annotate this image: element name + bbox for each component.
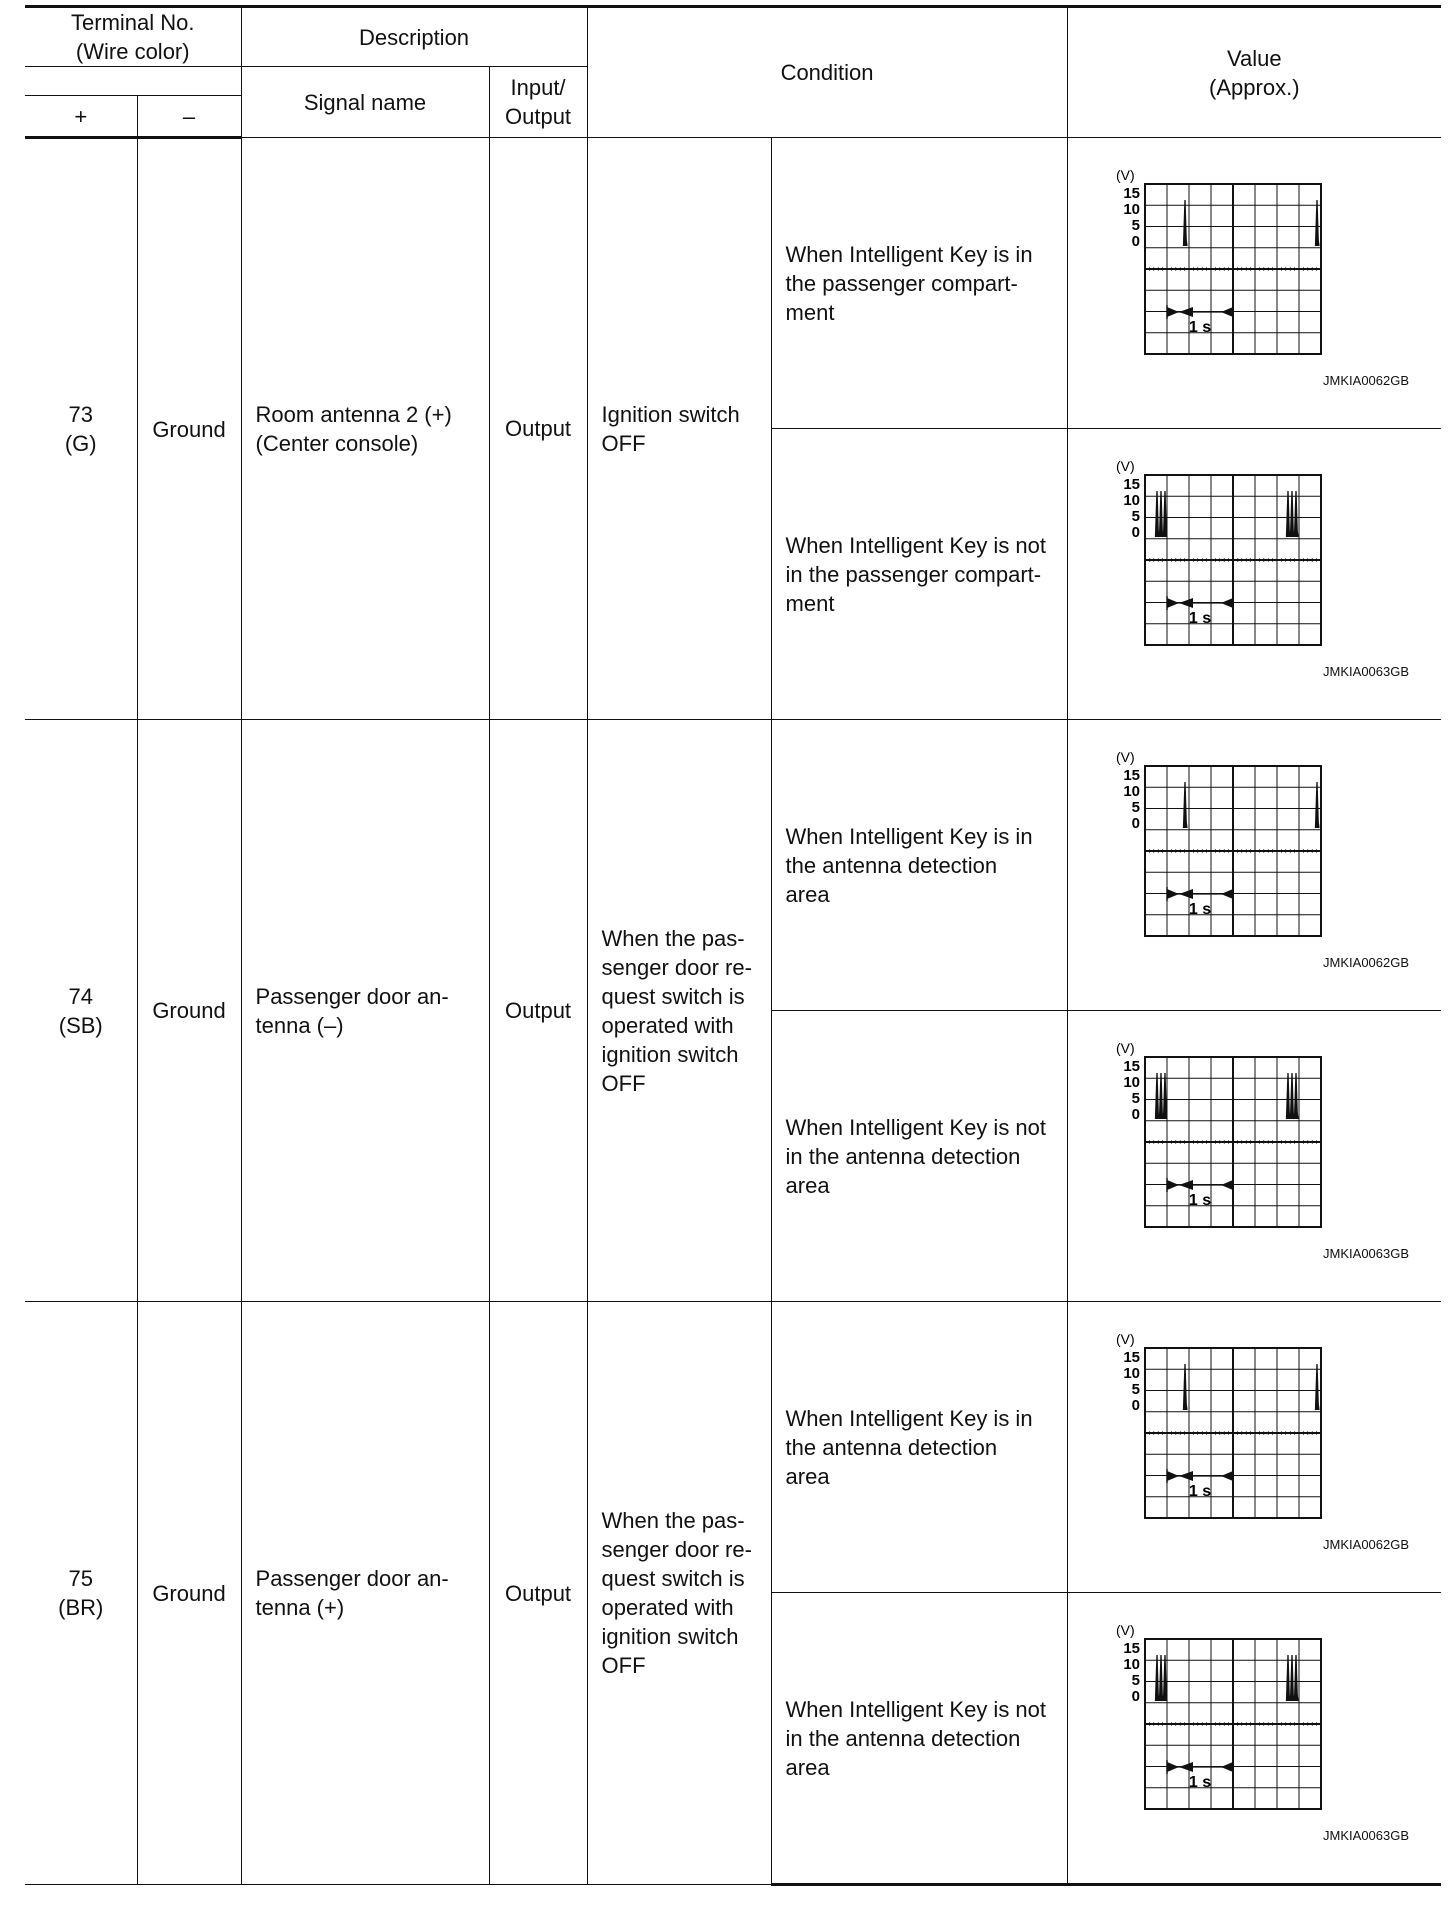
y-tick-label: 15 [1122, 185, 1140, 202]
signal-pulse [1159, 491, 1163, 537]
waveform-graph [1110, 1041, 1350, 1231]
y-tick-label: 15 [1122, 1058, 1140, 1075]
waveform-graph [1110, 168, 1350, 358]
signal-pulse [1183, 200, 1187, 246]
condition-cell: Ignition switch OFF [587, 138, 771, 720]
plus-header: + [25, 96, 137, 138]
input-output-cell: Output [489, 1302, 587, 1885]
y-axis-unit: (V) [1115, 1041, 1135, 1056]
signal-pulse [1183, 782, 1187, 828]
signal-pulse [1290, 1073, 1294, 1119]
y-tick-label: 15 [1122, 767, 1140, 784]
waveform-graph [1110, 1623, 1350, 1813]
sub-condition-cell: When Intelligent Key is not in the antenna detection area [771, 1011, 1067, 1302]
figure-code: JMKIA0062GB [1323, 1537, 1410, 1552]
wire-color-spacer [25, 67, 241, 96]
input-output-cell: Output [489, 138, 587, 720]
terminal-spec-table [25, 5, 1441, 1886]
signal-pulse [1294, 1655, 1298, 1701]
signal-pulse [1163, 1655, 1167, 1701]
signal-pulse [1163, 1073, 1167, 1119]
signal-pulse [1183, 1364, 1187, 1410]
figure-code: JMKIA0062GB [1323, 373, 1410, 388]
signal-pulse [1315, 782, 1319, 828]
figure-code: JMKIA0063GB [1323, 1828, 1410, 1843]
y-tick-label: 0 [1131, 815, 1140, 832]
y-axis-unit: (V) [1115, 1332, 1135, 1347]
waveform-value-cell [1067, 1011, 1441, 1302]
signal-pulse [1155, 491, 1159, 537]
signal-pulse [1294, 491, 1298, 537]
signal-name-cell: Passenger door an- tenna (–) [241, 720, 489, 1302]
time-span-label: 1 s [1188, 901, 1211, 918]
y-axis-unit: (V) [1115, 1623, 1135, 1638]
table-body [25, 138, 1441, 1885]
y-tick-label: 15 [1122, 1349, 1140, 1366]
description-header: Description [241, 7, 587, 67]
signal-pulse [1286, 1073, 1290, 1119]
signal-pulse [1290, 491, 1294, 537]
figure-code: JMKIA0062GB [1323, 955, 1410, 970]
signal-pulse [1286, 491, 1290, 537]
y-axis-unit: (V) [1115, 168, 1135, 183]
signal-pulse [1155, 1073, 1159, 1119]
y-tick-label: 10 [1122, 201, 1140, 218]
signal-name-cell: Room antenna 2 (+) (Center console) [241, 138, 489, 720]
terminal-number-cell: 75 (BR) [25, 1302, 137, 1885]
condition-cell: When the pas- senger door re- quest switch is operated with ignition switch OFF [587, 720, 771, 1302]
time-span-label: 1 s [1188, 1483, 1211, 1500]
y-axis-unit: (V) [1115, 750, 1135, 765]
y-tick-label: 10 [1122, 1074, 1140, 1091]
waveform-value-cell [1067, 138, 1441, 429]
minus-header: – [137, 96, 241, 138]
y-tick-label: 0 [1131, 233, 1140, 250]
minus-terminal-cell: Ground [137, 1302, 241, 1885]
y-tick-label: 5 [1131, 508, 1140, 525]
y-tick-label: 10 [1122, 1365, 1140, 1382]
waveform-value-cell [1067, 1593, 1441, 1885]
signal-pulse [1159, 1655, 1163, 1701]
waveform-graph [1110, 750, 1350, 940]
time-span-label: 1 s [1188, 319, 1211, 336]
figure-code: JMKIA0063GB [1323, 664, 1410, 679]
figure-code: JMKIA0063GB [1323, 1246, 1410, 1261]
sub-condition-cell: When Intelligent Key is in the antenna detection area [771, 720, 1067, 1011]
time-span-label: 1 s [1188, 610, 1211, 627]
y-tick-label: 5 [1131, 1672, 1140, 1689]
signal-pulse [1155, 1655, 1159, 1701]
waveform-value-cell [1067, 720, 1441, 1011]
table-row [25, 720, 1441, 1011]
signal-pulse [1163, 491, 1167, 537]
input-output-header: Input/ Output [489, 67, 587, 138]
y-tick-label: 0 [1131, 524, 1140, 541]
waveform-graph [1110, 1332, 1350, 1522]
input-output-cell: Output [489, 720, 587, 1302]
y-tick-label: 15 [1122, 476, 1140, 493]
waveform-graph [1110, 459, 1350, 649]
signal-pulse [1286, 1655, 1290, 1701]
y-tick-label: 0 [1131, 1688, 1140, 1705]
sub-condition-cell: When Intelligent Key is not in the antenna detection area [771, 1593, 1067, 1885]
minus-terminal-cell: Ground [137, 720, 241, 1302]
minus-terminal-cell: Ground [137, 138, 241, 720]
y-tick-label: 0 [1131, 1106, 1140, 1123]
signal-pulse [1159, 1073, 1163, 1119]
y-axis-unit: (V) [1115, 459, 1135, 474]
y-tick-label: 5 [1131, 1090, 1140, 1107]
terminal-number-cell: 74 (SB) [25, 720, 137, 1302]
signal-pulse [1315, 200, 1319, 246]
sub-condition-cell: When Intelligent Key is in the passenger compart- ment [771, 138, 1067, 429]
condition-header: Condition [587, 7, 1067, 138]
sub-condition-cell: When Intelligent Key is not in the passenger compart- ment [771, 429, 1067, 720]
terminal-number-cell: 73 (G) [25, 138, 137, 720]
time-span-label: 1 s [1188, 1192, 1211, 1209]
terminal-no-header: Terminal No. (Wire color) [25, 7, 241, 67]
table-row [25, 1302, 1441, 1593]
table-row [25, 138, 1441, 429]
value-header: Value (Approx.) [1067, 7, 1441, 138]
y-tick-label: 15 [1122, 1640, 1140, 1657]
y-tick-label: 10 [1122, 492, 1140, 509]
condition-cell: When the pas- senger door re- quest switch is operated with ignition switch OFF [587, 1302, 771, 1885]
signal-name-header: Signal name [241, 67, 489, 138]
waveform-value-cell [1067, 429, 1441, 720]
signal-pulse [1315, 1364, 1319, 1410]
y-tick-label: 0 [1131, 1397, 1140, 1414]
sub-condition-cell: When Intelligent Key is in the antenna detection area [771, 1302, 1067, 1593]
waveform-value-cell [1067, 1302, 1441, 1593]
y-tick-label: 5 [1131, 1381, 1140, 1398]
y-tick-label: 5 [1131, 799, 1140, 816]
time-span-label: 1 s [1188, 1774, 1211, 1791]
signal-pulse [1290, 1655, 1294, 1701]
y-tick-label: 10 [1122, 1656, 1140, 1673]
signal-pulse [1294, 1073, 1298, 1119]
y-tick-label: 10 [1122, 783, 1140, 800]
signal-name-cell: Passenger door an- tenna (+) [241, 1302, 489, 1885]
y-tick-label: 5 [1131, 217, 1140, 234]
